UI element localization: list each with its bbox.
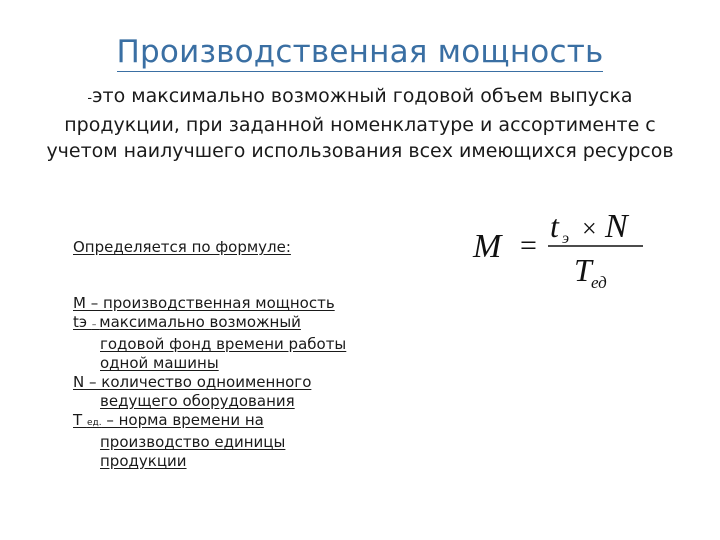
- definition-line-1: -это максимально возможный годовой объем выпуска: [87, 85, 633, 107]
- formula-equals: =: [520, 229, 537, 262]
- formula-lhs: M: [473, 228, 502, 265]
- legend-item-te: tэ – максимально возможный годовой фонд времени работы одной машины: [73, 313, 347, 372]
- legend-item-n: N – количество одноименного ведущего оборудования: [73, 373, 312, 410]
- definition-line-3: учетом наилучшего использования всех имеющихся ресурсов: [46, 140, 674, 162]
- formula-numerator-t: t: [550, 208, 559, 244]
- slide-title: Производственная мощность: [116, 34, 604, 70]
- definition-dash: -: [87, 91, 93, 106]
- formula-denominator-t: T: [574, 252, 592, 288]
- capacity-formula: [468, 205, 668, 300]
- definition-text: [40, 83, 680, 164]
- formula-numerator-sub: э: [562, 230, 570, 247]
- legend-item-m: М – производственная мощность: [73, 294, 335, 312]
- formula-denominator-sub: ед: [591, 273, 607, 292]
- legend-item-ted: Т ед. – норма времени на производство единицы продукции: [73, 411, 286, 470]
- formula-legend: [73, 238, 393, 471]
- formula-numerator-n: N: [605, 208, 628, 245]
- legend-heading: Определяется по формуле:: [73, 238, 291, 256]
- definition-line-2: продукции, при заданной номенклатуре и ассортименте с: [64, 114, 656, 136]
- formula-times: ×: [582, 214, 597, 243]
- formula-svg: [468, 205, 668, 300]
